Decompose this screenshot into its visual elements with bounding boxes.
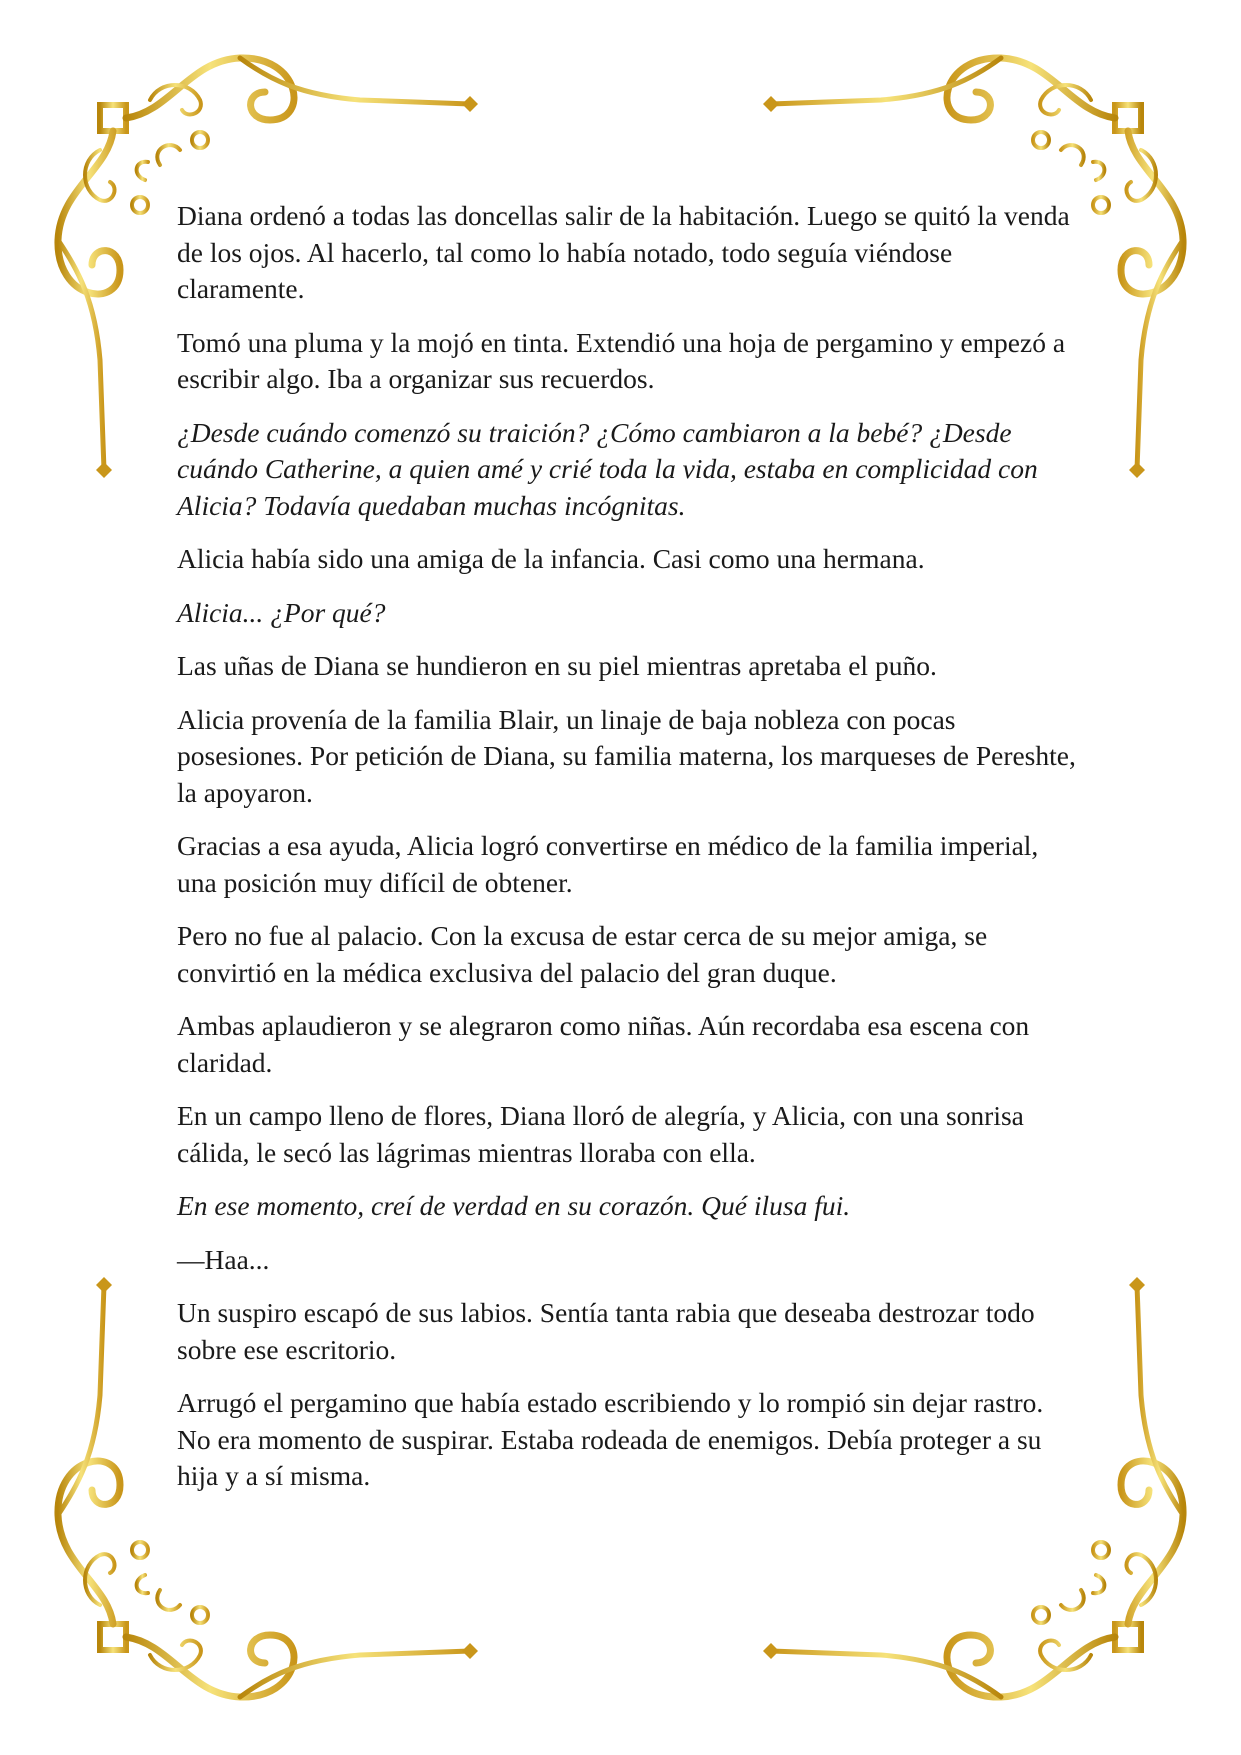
paragraph: Diana ordenó a todas las doncellas salir de la habitación. Luego se quitó la venda de los ojos. Al hacerlo, tal como lo había notado, todo seguía viéndose claramente. [177, 200, 1070, 304]
paragraph: Tomó una pluma y la mojó en tinta. Extendió una hoja de pergamino y empezó a escribir algo. Iba a organizar sus recuerdos. [177, 326, 1066, 394]
paragraph: Alicia provenía de la familia Blair, un linaje de baja nobleza con pocas posesiones. Por petición de Diana, su familia materna, los marqueses de Pereshte, la apoyaron. [177, 703, 1076, 808]
paragraph: Arrugó el pergamino que había estado escribiendo y lo rompió sin dejar rastro. No era momento de suspirar. Estaba rodeada de enemigos. Debía proteger a su hija y a sí misma. [177, 1387, 1044, 1491]
paragraph: Pero no fue al palacio. Con la excusa de estar cerca de su mejor amiga, se convirtió en la médica exclusiva del palacio del gran duque. [177, 920, 988, 988]
paragraph: En un campo lleno de flores, Diana lloró de alegría, y Alicia, con una sonrisa cálida, le secó las lágrimas mientras lloraba con ella. [177, 1100, 1024, 1168]
paragraph: Un suspiro escapó de sus labios. Sentía tanta rabia que deseaba destrozar todo sobre ese escritorio. [177, 1297, 1035, 1365]
paragraph: Alicia había sido una amiga de la infancia. Casi como una hermana. [177, 543, 925, 574]
paragraph: Gracias a esa ayuda, Alicia logró convertirse en médico de la familia imperial, una posición muy difícil de obtener. [177, 830, 1039, 898]
paragraph: Alicia... ¿Por qué? [177, 596, 386, 628]
paragraph: ¿Desde cuándo comenzó su traición? ¿Cómo cambiaron a la bebé? ¿Desde cuándo Catherine, a quien amé y crié toda la vida, estaba en complicidad con Alicia? Todavía quedaban muchas incógnitas. [177, 416, 1038, 521]
paragraph: Las uñas de Diana se hundieron en su piel mientras apretaba el puño. [177, 650, 937, 681]
paragraph: Ambas aplaudieron y se alegraron como niñas. Aún recordaba esa escena con claridad. [177, 1010, 1030, 1078]
document-body [177, 198, 1077, 1512]
paragraph: En ese momento, creí de verdad en su corazón. Qué ilusa fui. [177, 1190, 851, 1221]
paragraph: —Haa... [177, 1243, 270, 1275]
